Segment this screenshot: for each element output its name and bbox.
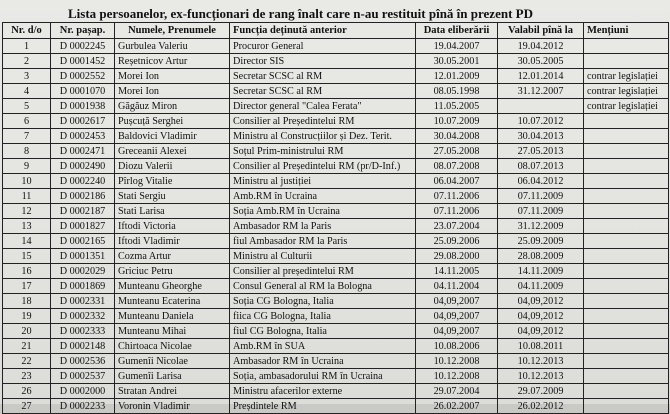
cell-nr: 12 xyxy=(3,204,51,219)
document-title: Lista persoanelor, ex-funcționari de rang înalt care n-au restituit pînă în prezent PD xyxy=(68,6,533,21)
header-nr: Nr. d/o xyxy=(3,23,51,39)
table-row xyxy=(3,249,669,264)
cell-valid: 29.07.2009 xyxy=(498,384,584,399)
cell-passport: D 0002536 xyxy=(51,354,115,369)
cell-passport: D 0002000 xyxy=(51,384,115,399)
table-row xyxy=(3,189,669,204)
cell-valid: 26.02.2012 xyxy=(498,399,584,414)
cell-issued: 07.11.2006 xyxy=(416,204,498,219)
cell-name: Gumenîi Larisa xyxy=(115,369,230,384)
cell-nr: 15 xyxy=(3,249,51,264)
cell-note: contrar legislației xyxy=(584,99,669,114)
table-row xyxy=(3,384,669,399)
cell-passport: D 0002240 xyxy=(51,174,115,189)
cell-valid: 10.07.2012 xyxy=(498,114,584,129)
cell-valid: 27.05.2013 xyxy=(498,144,584,159)
cell-position: Soția CG Bologna, Italia xyxy=(230,294,416,309)
cell-nr: 27 xyxy=(3,399,51,414)
table-row xyxy=(3,114,669,129)
cell-name: Stati Larisa xyxy=(115,204,230,219)
cell-note xyxy=(584,159,669,174)
cell-passport: D 0002029 xyxy=(51,264,115,279)
cell-valid: 30.04.2013 xyxy=(498,129,584,144)
cell-issued: 06.04.2007 xyxy=(416,174,498,189)
cell-note xyxy=(584,144,669,159)
cell-valid: 07.11.2009 xyxy=(498,189,584,204)
cell-note xyxy=(584,309,669,324)
cell-position: Preșdintele RM xyxy=(230,399,416,414)
cell-note xyxy=(584,249,669,264)
cell-nr: 6 xyxy=(3,114,51,129)
cell-nr: 5 xyxy=(3,99,51,114)
cell-issued: 29.08.2000 xyxy=(416,249,498,264)
cell-name: Pîrlog Vitalie xyxy=(115,174,230,189)
cell-position: fiul CG Bologna, Italia xyxy=(230,324,416,339)
cell-valid: 04,09,2012 xyxy=(498,294,584,309)
cell-note xyxy=(584,234,669,249)
table-row xyxy=(3,399,669,414)
cell-position: Ambasador RM în Ucraina xyxy=(230,354,416,369)
cell-passport: D 0001351 xyxy=(51,249,115,264)
cell-passport: D 0002148 xyxy=(51,339,115,354)
cell-passport: D 0001938 xyxy=(51,99,115,114)
cell-name: Voronin Vladimir xyxy=(115,399,230,414)
cell-issued: 30.04.2008 xyxy=(416,129,498,144)
cell-name: Greceanii Alexei xyxy=(115,144,230,159)
cell-valid: 28.08.2009 xyxy=(498,249,584,264)
cell-note xyxy=(584,324,669,339)
cell-valid: 10.08.2011 xyxy=(498,339,584,354)
cell-valid: 14.11.2009 xyxy=(498,264,584,279)
table-row xyxy=(3,174,669,189)
cell-passport: D 0002186 xyxy=(51,189,115,204)
cell-name: Munteanu Ecaterina xyxy=(115,294,230,309)
cell-note xyxy=(584,369,669,384)
header-valid: Valabil pînă la xyxy=(498,23,584,39)
cell-position: Consul General al RM la Bologna xyxy=(230,279,416,294)
cell-nr: 20 xyxy=(3,324,51,339)
cell-nr: 23 xyxy=(3,369,51,384)
cell-name: Morei Ion xyxy=(115,84,230,99)
cell-position: Ministru afacerilor externe xyxy=(230,384,416,399)
cell-nr: 3 xyxy=(3,69,51,84)
passport-table xyxy=(2,22,669,414)
cell-position: Amb.RM în Ucraina xyxy=(230,189,416,204)
cell-valid: 25.09.2009 xyxy=(498,234,584,249)
cell-issued: 08.07.2008 xyxy=(416,159,498,174)
header-passport: Nr. pașap. xyxy=(51,23,115,39)
cell-position: Ambasador RM la Paris xyxy=(230,219,416,234)
table-header-row xyxy=(3,23,669,39)
cell-position: Soțul Prim-ministrului RM xyxy=(230,144,416,159)
cell-name: Iftodi Victoria xyxy=(115,219,230,234)
cell-nr: 10 xyxy=(3,174,51,189)
cell-position: Consilier al Președintelui RM xyxy=(230,114,416,129)
cell-nr: 1 xyxy=(3,39,51,54)
cell-name: Pușcuță Serghei xyxy=(115,114,230,129)
cell-issued: 04,09,2007 xyxy=(416,309,498,324)
cell-issued: 14.11.2005 xyxy=(416,264,498,279)
cell-passport: D 0002331 xyxy=(51,294,115,309)
cell-nr: 14 xyxy=(3,234,51,249)
cell-passport: D 0002165 xyxy=(51,234,115,249)
table-row xyxy=(3,159,669,174)
table-row xyxy=(3,219,669,234)
cell-valid: 08.07.2013 xyxy=(498,159,584,174)
cell-nr: 17 xyxy=(3,279,51,294)
cell-issued: 30.05.2001 xyxy=(416,54,498,69)
table-row xyxy=(3,234,669,249)
cell-valid: 30.05.2005 xyxy=(498,54,584,69)
table-row xyxy=(3,204,669,219)
cell-name: Munteanu Mihai xyxy=(115,324,230,339)
cell-position: Soția Amb.RM în Ucraina xyxy=(230,204,416,219)
cell-passport: D 0002245 xyxy=(51,39,115,54)
header-name: Numele, Prenumele xyxy=(115,23,230,39)
table-row xyxy=(3,279,669,294)
cell-nr: 16 xyxy=(3,264,51,279)
cell-issued: 10.07.2009 xyxy=(416,114,498,129)
cell-note xyxy=(584,39,669,54)
cell-note xyxy=(584,354,669,369)
cell-nr: 2 xyxy=(3,54,51,69)
cell-valid: 10.12.2013 xyxy=(498,369,584,384)
cell-issued: 26.02.2007 xyxy=(416,399,498,414)
cell-name: Chirtoaca Nicolae xyxy=(115,339,230,354)
cell-issued: 25.09.2006 xyxy=(416,234,498,249)
cell-valid: 04,09,2012 xyxy=(498,309,584,324)
cell-name: Munteanu Daniela xyxy=(115,309,230,324)
cell-name: Stratan Andrei xyxy=(115,384,230,399)
cell-issued: 19.04.2007 xyxy=(416,39,498,54)
cell-note: contrar legislației xyxy=(584,84,669,99)
cell-note: contrar legislației xyxy=(584,69,669,84)
cell-position: Consilier al președintelui RM xyxy=(230,264,416,279)
cell-valid: 04,09,2012 xyxy=(498,324,584,339)
cell-passport: D 0001070 xyxy=(51,84,115,99)
cell-issued: 07.11.2006 xyxy=(416,189,498,204)
cell-position: Secretar SCSC al RM xyxy=(230,69,416,84)
table-row xyxy=(3,369,669,384)
cell-note xyxy=(584,204,669,219)
cell-note xyxy=(584,399,669,414)
cell-note xyxy=(584,264,669,279)
cell-position: Director general "Calea Ferata" xyxy=(230,99,416,114)
table-row xyxy=(3,144,669,159)
table-row xyxy=(3,294,669,309)
header-position: Funcția deținută anterior xyxy=(230,23,416,39)
cell-position: fiica CG Bologna, Italia xyxy=(230,309,416,324)
table-row xyxy=(3,54,669,69)
cell-nr: 4 xyxy=(3,84,51,99)
cell-passport: D 0001827 xyxy=(51,219,115,234)
cell-position: Amb.RM în SUA xyxy=(230,339,416,354)
cell-issued: 27.05.2008 xyxy=(416,144,498,159)
cell-issued: 04,09,2007 xyxy=(416,294,498,309)
cell-issued: 10.08.2006 xyxy=(416,339,498,354)
cell-nr: 26 xyxy=(3,384,51,399)
table-row xyxy=(3,69,669,84)
cell-name: Munteanu Gheorghe xyxy=(115,279,230,294)
cell-note xyxy=(584,189,669,204)
cell-passport: D 0002453 xyxy=(51,129,115,144)
cell-position: Director SIS xyxy=(230,54,416,69)
cell-name: Morei Ion xyxy=(115,69,230,84)
cell-issued: 12.01.2009 xyxy=(416,69,498,84)
cell-nr: 18 xyxy=(3,294,51,309)
cell-position: Ministru al Construcțiilor și Dez. Terit. xyxy=(230,129,416,144)
cell-nr: 21 xyxy=(3,339,51,354)
table-row xyxy=(3,39,669,54)
cell-nr: 8 xyxy=(3,144,51,159)
table-row xyxy=(3,129,669,144)
cell-passport: D 0001869 xyxy=(51,279,115,294)
cell-note xyxy=(584,384,669,399)
cell-valid: 06.04.2012 xyxy=(498,174,584,189)
cell-issued: 23.07.2004 xyxy=(416,219,498,234)
cell-passport: D 0002333 xyxy=(51,324,115,339)
cell-passport: D 0002617 xyxy=(51,114,115,129)
table-row xyxy=(3,264,669,279)
cell-nr: 22 xyxy=(3,354,51,369)
cell-issued: 29.07.2004 xyxy=(416,384,498,399)
cell-note xyxy=(584,294,669,309)
cell-passport: D 0002471 xyxy=(51,144,115,159)
table-row xyxy=(3,309,669,324)
cell-passport: D 0002490 xyxy=(51,159,115,174)
cell-issued: 10.12.2008 xyxy=(416,369,498,384)
cell-name: Iftodi Vladimir xyxy=(115,234,230,249)
cell-passport: D 0002187 xyxy=(51,204,115,219)
cell-issued: 11.05.2005 xyxy=(416,99,498,114)
header-notes: Mențiuni xyxy=(584,23,669,39)
cell-note xyxy=(584,279,669,294)
cell-name: Găgăuz Miron xyxy=(115,99,230,114)
cell-name: Stati Sergiu xyxy=(115,189,230,204)
table-row xyxy=(3,324,669,339)
cell-name: Diozu Valerii xyxy=(115,159,230,174)
cell-position: Secretar SCSC al RM xyxy=(230,84,416,99)
cell-note xyxy=(584,174,669,189)
cell-issued: 04,09,2007 xyxy=(416,324,498,339)
header-issued: Data eliberării xyxy=(416,23,498,39)
cell-name: Gumenîi Nicolae xyxy=(115,354,230,369)
cell-position: Ministru al Culturii xyxy=(230,249,416,264)
cell-valid: 12.01.2014 xyxy=(498,69,584,84)
cell-valid xyxy=(498,99,584,114)
cell-valid: 31.12.2009 xyxy=(498,219,584,234)
table-row xyxy=(3,84,669,99)
cell-valid: 10.12.2013 xyxy=(498,354,584,369)
cell-nr: 19 xyxy=(3,309,51,324)
cell-nr: 13 xyxy=(3,219,51,234)
cell-name: Gurbulea Valeriu xyxy=(115,39,230,54)
cell-note xyxy=(584,114,669,129)
cell-position: Consilier al Președintelui RM (pr/D-Inf.) xyxy=(230,159,416,174)
cell-passport: D 0002332 xyxy=(51,309,115,324)
cell-note xyxy=(584,339,669,354)
cell-position: fiul Ambasador RM la Paris xyxy=(230,234,416,249)
cell-name: Cozma Artur xyxy=(115,249,230,264)
cell-position: Soția, ambasadorului RM în Ucraina xyxy=(230,369,416,384)
cell-name: Baldovici Vladimir xyxy=(115,129,230,144)
cell-passport: D 0002552 xyxy=(51,69,115,84)
cell-issued: 08.05.1998 xyxy=(416,84,498,99)
cell-passport: D 0002233 xyxy=(51,399,115,414)
table-row xyxy=(3,354,669,369)
table-row xyxy=(3,99,669,114)
cell-valid: 31.12.2007 xyxy=(498,84,584,99)
cell-note xyxy=(584,129,669,144)
cell-nr: 7 xyxy=(3,129,51,144)
cell-nr: 11 xyxy=(3,189,51,204)
cell-issued: 10.12.2008 xyxy=(416,354,498,369)
cell-position: Procuror General xyxy=(230,39,416,54)
cell-position: Ministru al justiției xyxy=(230,174,416,189)
cell-passport: D 0002537 xyxy=(51,369,115,384)
cell-name: Reșetnicov Artur xyxy=(115,54,230,69)
cell-name: Griciuc Petru xyxy=(115,264,230,279)
cell-note xyxy=(584,54,669,69)
cell-passport: D 0001452 xyxy=(51,54,115,69)
cell-note xyxy=(584,219,669,234)
cell-nr: 9 xyxy=(3,159,51,174)
cell-issued: 04.11.2004 xyxy=(416,279,498,294)
cell-valid: 19.04.2012 xyxy=(498,39,584,54)
cell-valid: 04.11.2009 xyxy=(498,279,584,294)
table-row xyxy=(3,339,669,354)
cell-valid: 07.11.2009 xyxy=(498,204,584,219)
